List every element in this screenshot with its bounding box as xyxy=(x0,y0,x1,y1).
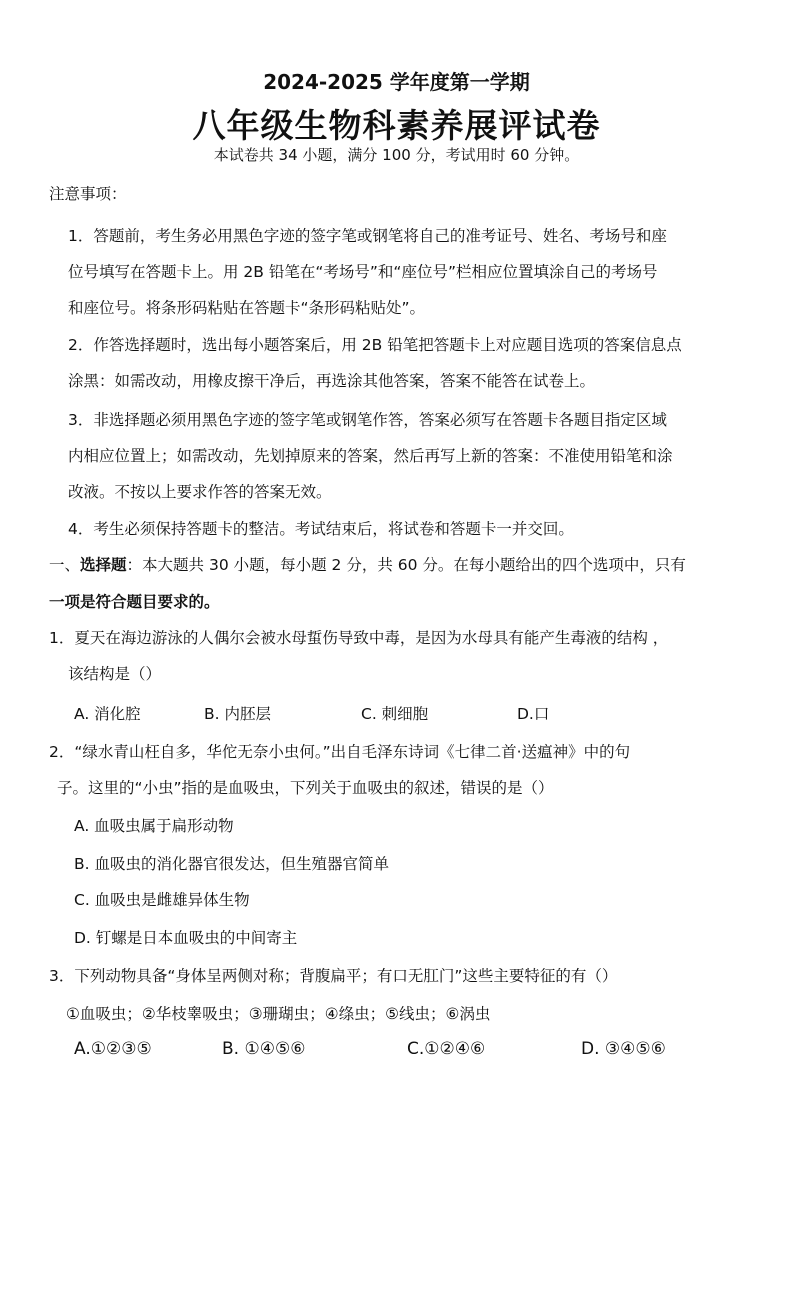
q3-option-c: C.①②④⑥ xyxy=(407,1039,486,1059)
note-1-line-3: 和座位号。将条形码粘贴在答题卡“条形码粘贴处”。 xyxy=(68,299,426,317)
section-prefix: 一、 xyxy=(49,556,81,574)
q2-option-d: D. 钉螺是日本血吸虫的中间寄主 xyxy=(74,929,298,947)
q1-option-a: A. 消化腔 xyxy=(74,705,141,723)
section-desc-2: 一项是符合题目要求的。 xyxy=(49,593,220,611)
note-2-line-1: 2．作答选择题时，选出每小题答案后，用 2B 铅笔把答题卡上对应题目选项的答案信息点 xyxy=(68,336,682,354)
q2-option-a: A. 血吸虫属于扁形动物 xyxy=(74,817,234,835)
q2-stem-line-2: 子。这里的“小虫”指的是血吸虫，下列关于血吸虫的叙述，错误的是（） xyxy=(57,779,554,797)
q2-option-b: B. 血吸虫的消化器官很发达，但生殖器官简单 xyxy=(74,855,389,873)
section-desc: ：本大题共 30 小题，每小题 2 分，共 60 分。在每小题给出的四个选项中，只有 xyxy=(126,556,686,574)
exam-term: 2024-2025 学年度第一学期 xyxy=(263,70,530,94)
q3-option-b: B. ①④⑤⑥ xyxy=(222,1039,306,1059)
q1-option-c: C. 刺细胞 xyxy=(361,705,429,723)
q1-option-d: D.口 xyxy=(517,705,550,723)
note-3-line-3: 改液。不按以上要求作答的答案无效。 xyxy=(68,483,332,501)
section-label: 选择题 xyxy=(80,556,127,574)
note-3-line-2: 内相应位置上；如需改动，先划掉原来的答案，然后再写上新的答案：不准使用铅笔和涂 xyxy=(68,447,673,465)
q3-stem-line-2: ①血吸虫；②华枝睾吸虫；③珊瑚虫；④绦虫；⑤线虫；⑥涡虫 xyxy=(66,1005,491,1023)
q3-option-a: A.①②③⑤ xyxy=(74,1039,152,1059)
notes-heading: 注意事项： xyxy=(49,185,127,203)
q2-stem-line-1: 2．“绿水青山枉自多，华佗无奈小虫何。”出自毛泽东诗词《七律二首·送瘟神》中的句 xyxy=(49,743,631,761)
note-2-line-2: 涂黑：如需改动，用橡皮擦干净后，再选涂其他答案，答案不能答在试卷上。 xyxy=(68,372,596,390)
q1-stem-line-2: 该结构是（） xyxy=(68,665,162,683)
note-1-line-1: 1．答题前，考生务必用黑色字迹的签字笔或钢笔将自己的准考证号、姓名、考场号和座 xyxy=(68,227,667,245)
note-3-line-1: 3．非选择题必须用黑色字迹的签字笔或钢笔作答，答案必须写在答题卡各题目指定区域 xyxy=(68,411,667,429)
q2-option-c: C. 血吸虫是雌雄异体生物 xyxy=(74,891,250,909)
note-1-line-2: 位号填写在答题卡上。用 2B 铅笔在“考场号”和“座位号”栏相应位置填涂自己的考场号 xyxy=(68,263,658,281)
section-heading xyxy=(49,553,686,575)
q1-stem-line-1: 1．夏天在海边游泳的人偶尔会被水母蜇伤导致中毒，是因为水母具有能产生毒液的结构 ， xyxy=(49,629,669,647)
exam-title: 八年级生物科素养展评试卷 xyxy=(192,106,601,145)
note-4-line-1: 4．考生必须保持答题卡的整洁。考试结束后，将试卷和答题卡一并交回。 xyxy=(68,520,574,538)
q1-option-b: B. 内胚层 xyxy=(204,705,271,723)
q3-stem-line-1: 3．下列动物具备“身体呈两侧对称；背腹扁平；有口无肛门”这些主要特征的有（） xyxy=(49,967,618,985)
q3-option-d: D. ③④⑤⑥ xyxy=(581,1039,666,1059)
exam-info: 本试卷共 34 小题，满分 100 分，考试用时 60 分钟。 xyxy=(213,146,580,164)
